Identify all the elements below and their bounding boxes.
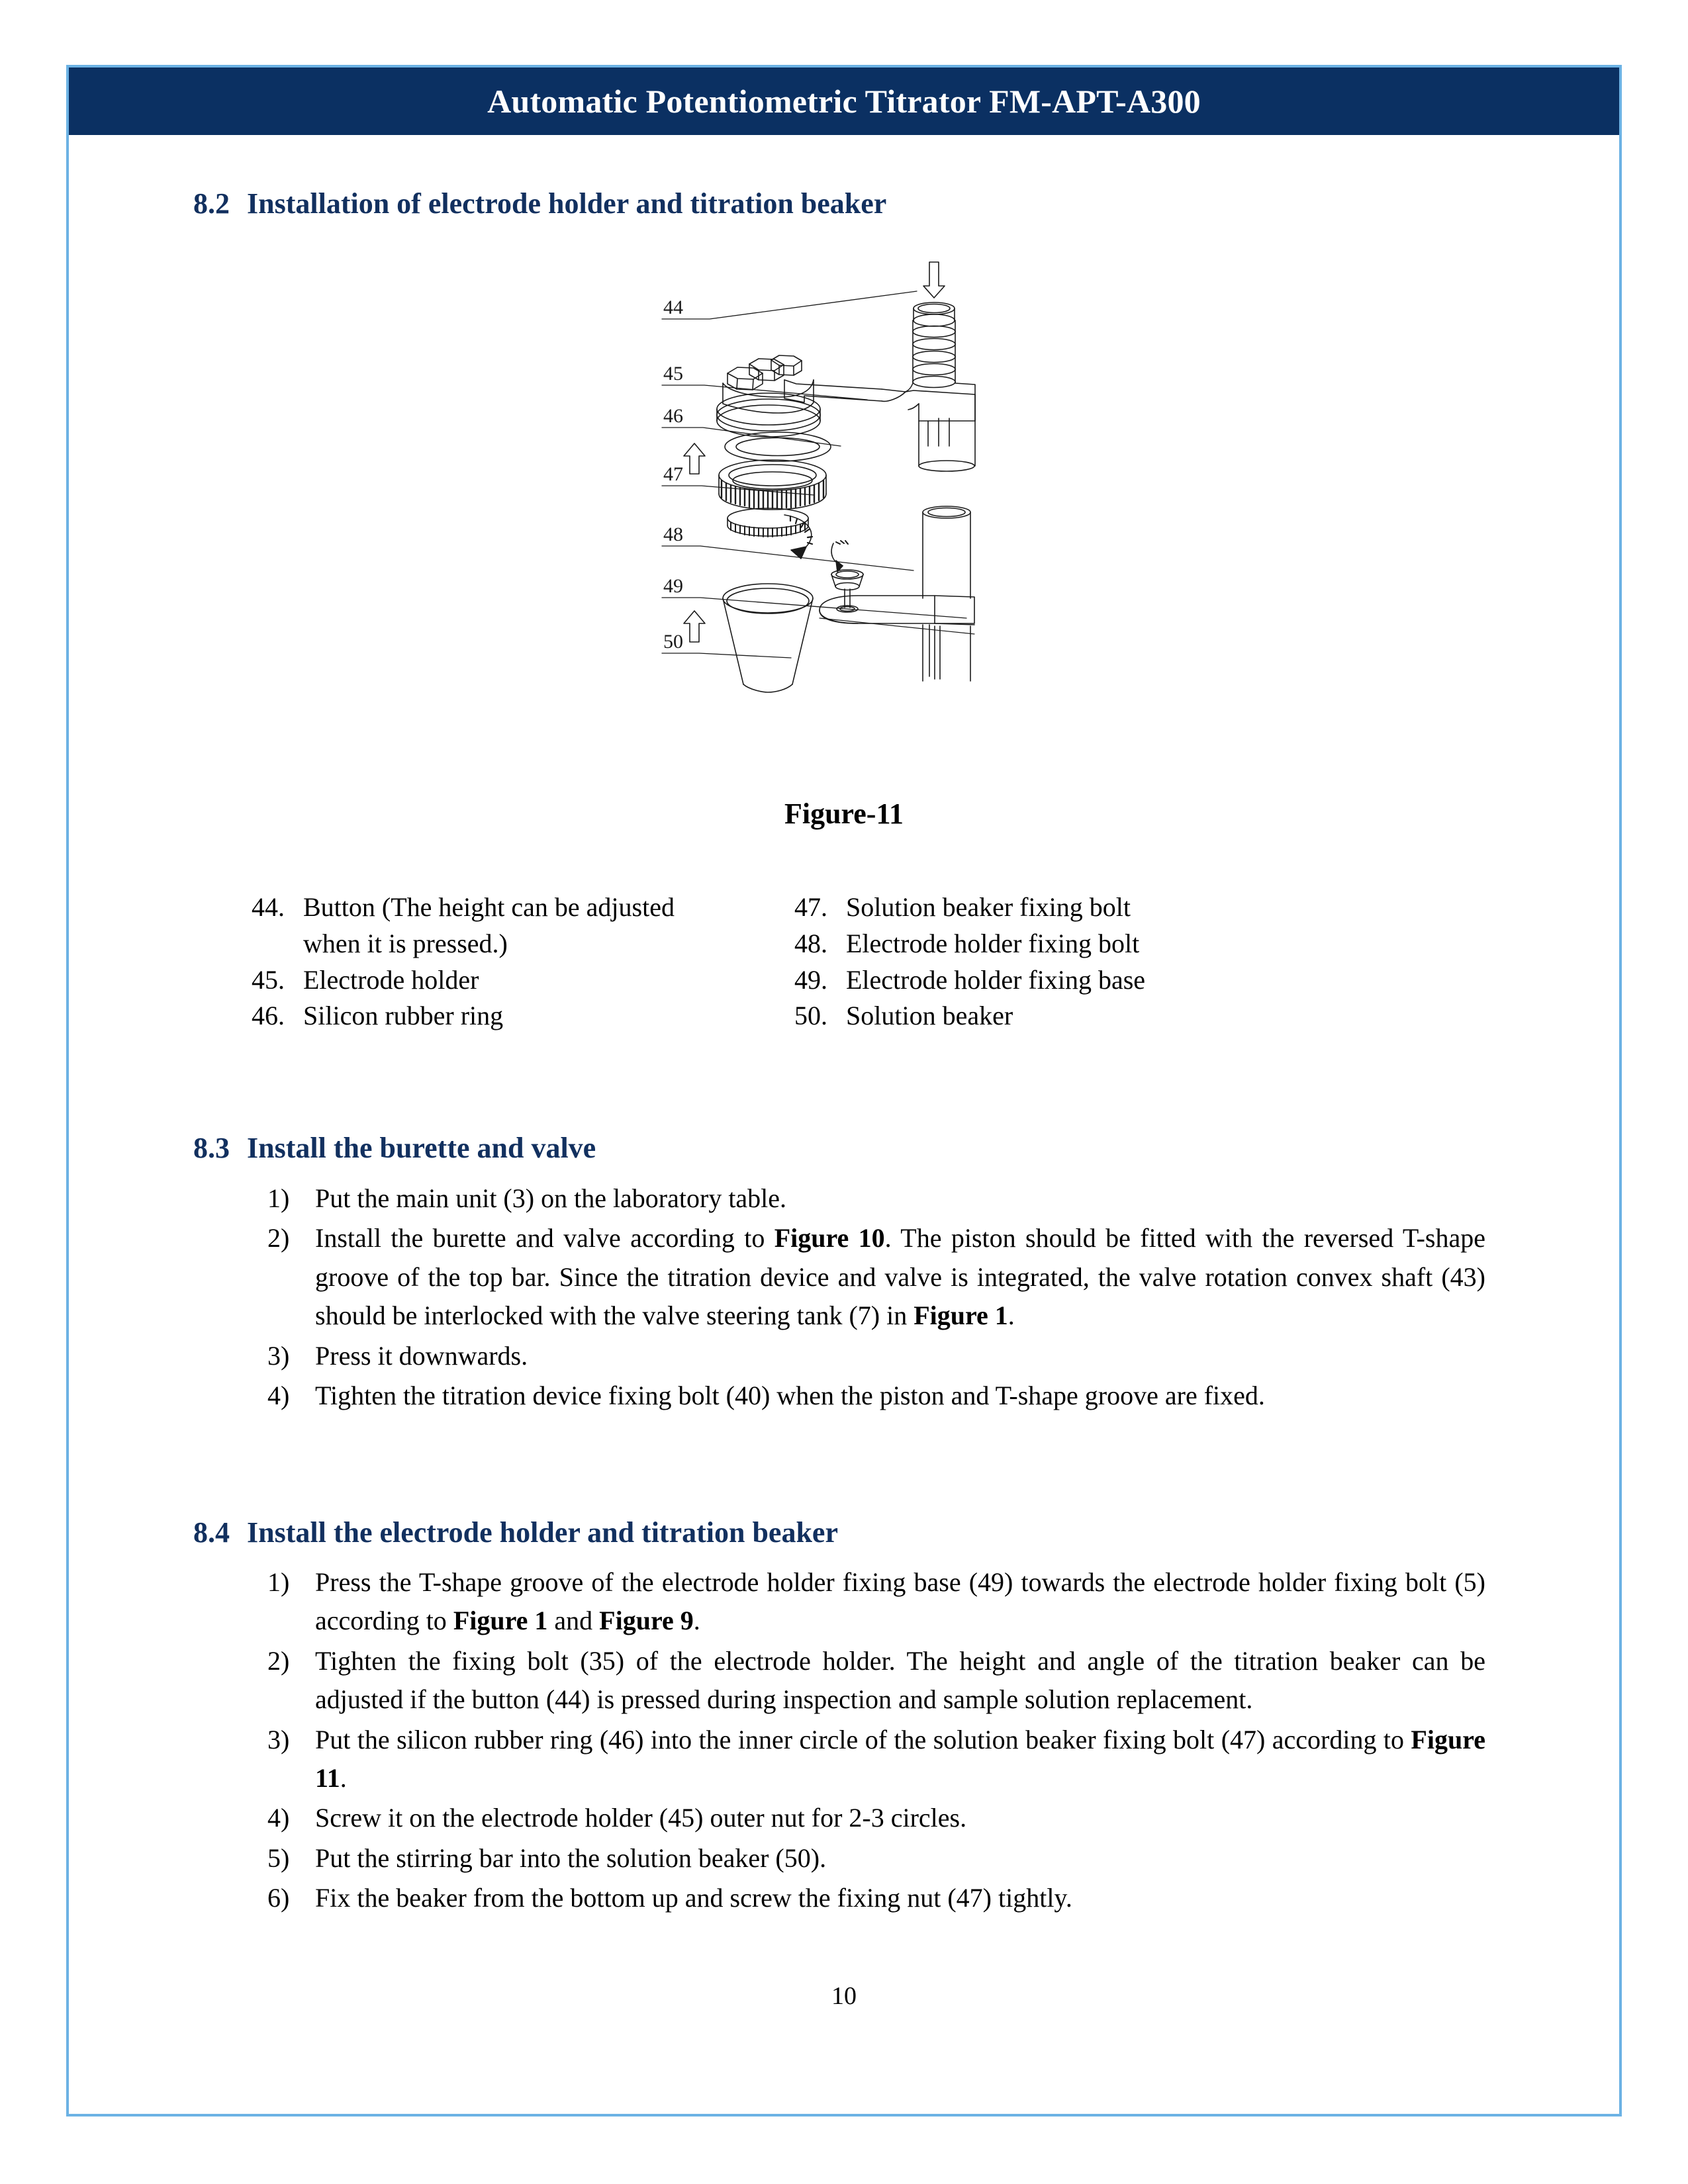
step-number: 1): [267, 1183, 290, 1213]
step-text: Tighten the titration device fixing bolt (40) when the piston and T-shape groove are fixed.: [315, 1380, 1265, 1410]
part-item: [794, 926, 1251, 962]
step-number: 1): [267, 1567, 290, 1597]
part-label: Electrode holder: [303, 964, 479, 995]
callout-49: 49: [663, 575, 683, 597]
step-number: 4): [267, 1803, 290, 1833]
callout-47: 47: [663, 463, 683, 485]
step-text-post: .: [1008, 1300, 1015, 1331]
callout-46: 46: [663, 405, 683, 427]
step-text-pre: Press the T-shape groove of the electrode holder fixing base (49) towards the electrode holder fixing bolt (5) according to: [315, 1567, 1485, 1636]
step-text-pre: Install the burette and valve according to: [315, 1223, 774, 1253]
section-heading-8-3: [193, 1131, 596, 1165]
part-number: 49.: [794, 964, 827, 995]
part-item: [252, 998, 708, 1034]
step-text-mid: and: [547, 1606, 600, 1636]
step-text-post: .: [340, 1762, 347, 1793]
step-ref-figure-1: Figure 1: [453, 1606, 548, 1636]
list-item: [267, 1799, 1485, 1837]
part-item: [794, 998, 1251, 1034]
callout-45: 45: [663, 363, 683, 385]
step-ref-figure-1: Figure 1: [914, 1300, 1008, 1331]
part-item: [252, 889, 708, 962]
list-item: [267, 1377, 1485, 1415]
step-ref-figure-11: Figure 11: [315, 1724, 1485, 1793]
page-header-band: [69, 68, 1619, 135]
step-number: 2): [267, 1645, 290, 1676]
parts-legend: [252, 889, 1377, 1034]
section-number-8-2: 8.2: [193, 187, 230, 220]
part-number: 50.: [794, 1001, 827, 1031]
step-number: 6): [267, 1883, 290, 1913]
step-text: Put the main unit (3) on the laboratory table.: [315, 1183, 787, 1213]
part-label: Silicon rubber ring: [303, 1001, 504, 1031]
page-number: 10: [831, 1982, 857, 2010]
step-number: 5): [267, 1843, 290, 1873]
list-item: [267, 1642, 1485, 1719]
part-number: 48.: [794, 928, 827, 958]
steps-list-8-3: [267, 1179, 1485, 1416]
parts-column-left: [252, 889, 708, 1034]
list-item: [267, 1879, 1485, 1917]
step-text: Press it downwards.: [315, 1340, 528, 1371]
step-text: Screw it on the electrode holder (45) outer nut for 2-3 circles.: [315, 1803, 967, 1833]
step-number: 3): [267, 1724, 290, 1754]
section-title-8-4: Install the electrode holder and titration beaker: [247, 1516, 838, 1549]
figure-caption: Figure-11: [784, 797, 904, 830]
step-text: Put the stirring bar into the solution beaker (50).: [315, 1843, 827, 1873]
step-ref-figure-10: Figure 10: [774, 1223, 885, 1253]
list-item: [267, 1337, 1485, 1375]
part-number: 46.: [252, 1001, 285, 1031]
step-text: [315, 1721, 1485, 1798]
step-text-post: .: [693, 1606, 700, 1636]
callout-44: 44: [663, 296, 683, 318]
step-ref-figure-9: Figure 9: [599, 1606, 694, 1636]
part-label: Solution beaker fixing bolt: [846, 892, 1131, 922]
step-text: Fix the beaker from the bottom up and screw the fixing nut (47) tightly.: [315, 1883, 1072, 1913]
callout-50: 50: [663, 631, 683, 653]
list-item: [267, 1721, 1485, 1798]
step-text: [315, 1219, 1485, 1335]
step-text-mid: . The piston should be fitted with the reversed T-shape groove of the top bar. Since the titration device and valve is integrated, the valve rotation convex shaft (43) should be interlocked with the valve steering tank (7) in: [315, 1223, 1485, 1331]
part-item: [252, 962, 708, 999]
step-number: 3): [267, 1340, 290, 1371]
step-number: 2): [267, 1223, 290, 1253]
step-text: Tighten the fixing bolt (35) of the electrode holder. The height and angle of the titration beaker can be adjusted if the button (44) is pressed during inspection and sample solution replacement.: [315, 1645, 1485, 1715]
part-label: Button (The height can be adjusted when it is pressed.): [303, 892, 675, 958]
part-label: Electrode holder fixing bolt: [846, 928, 1140, 958]
step-text: [315, 1563, 1485, 1641]
parts-column-right: [794, 889, 1251, 1034]
section-heading-8-4: [193, 1516, 838, 1549]
callout-48: 48: [663, 523, 683, 545]
section-heading-8-2: [193, 187, 886, 220]
list-item: [267, 1839, 1485, 1878]
section-title-8-3: Install the burette and valve: [247, 1132, 596, 1164]
section-title-8-2: Installation of electrode holder and titration beaker: [247, 187, 887, 220]
section-number-8-4: 8.4: [193, 1516, 230, 1549]
part-item: [794, 962, 1251, 999]
part-label: Solution beaker: [846, 1001, 1013, 1031]
list-item: [267, 1563, 1485, 1641]
steps-list-8-4: [267, 1563, 1485, 1919]
step-number: 4): [267, 1380, 290, 1410]
section-number-8-3: 8.3: [193, 1132, 230, 1164]
list-item: [267, 1179, 1485, 1218]
part-number: 47.: [794, 892, 827, 922]
list-item: [267, 1219, 1485, 1335]
part-number: 45.: [252, 964, 285, 995]
step-text-pre: Put the silicon rubber ring (46) into the inner circle of the solution beaker fixing bolt (47) according to: [315, 1724, 1411, 1754]
figure-11-diagram: [649, 248, 1072, 777]
page-title: Automatic Potentiometric Titrator FM-APT-A300: [487, 83, 1201, 120]
part-item: [794, 889, 1251, 926]
part-number: 44.: [252, 892, 285, 922]
part-label: Electrode holder fixing base: [846, 964, 1146, 995]
